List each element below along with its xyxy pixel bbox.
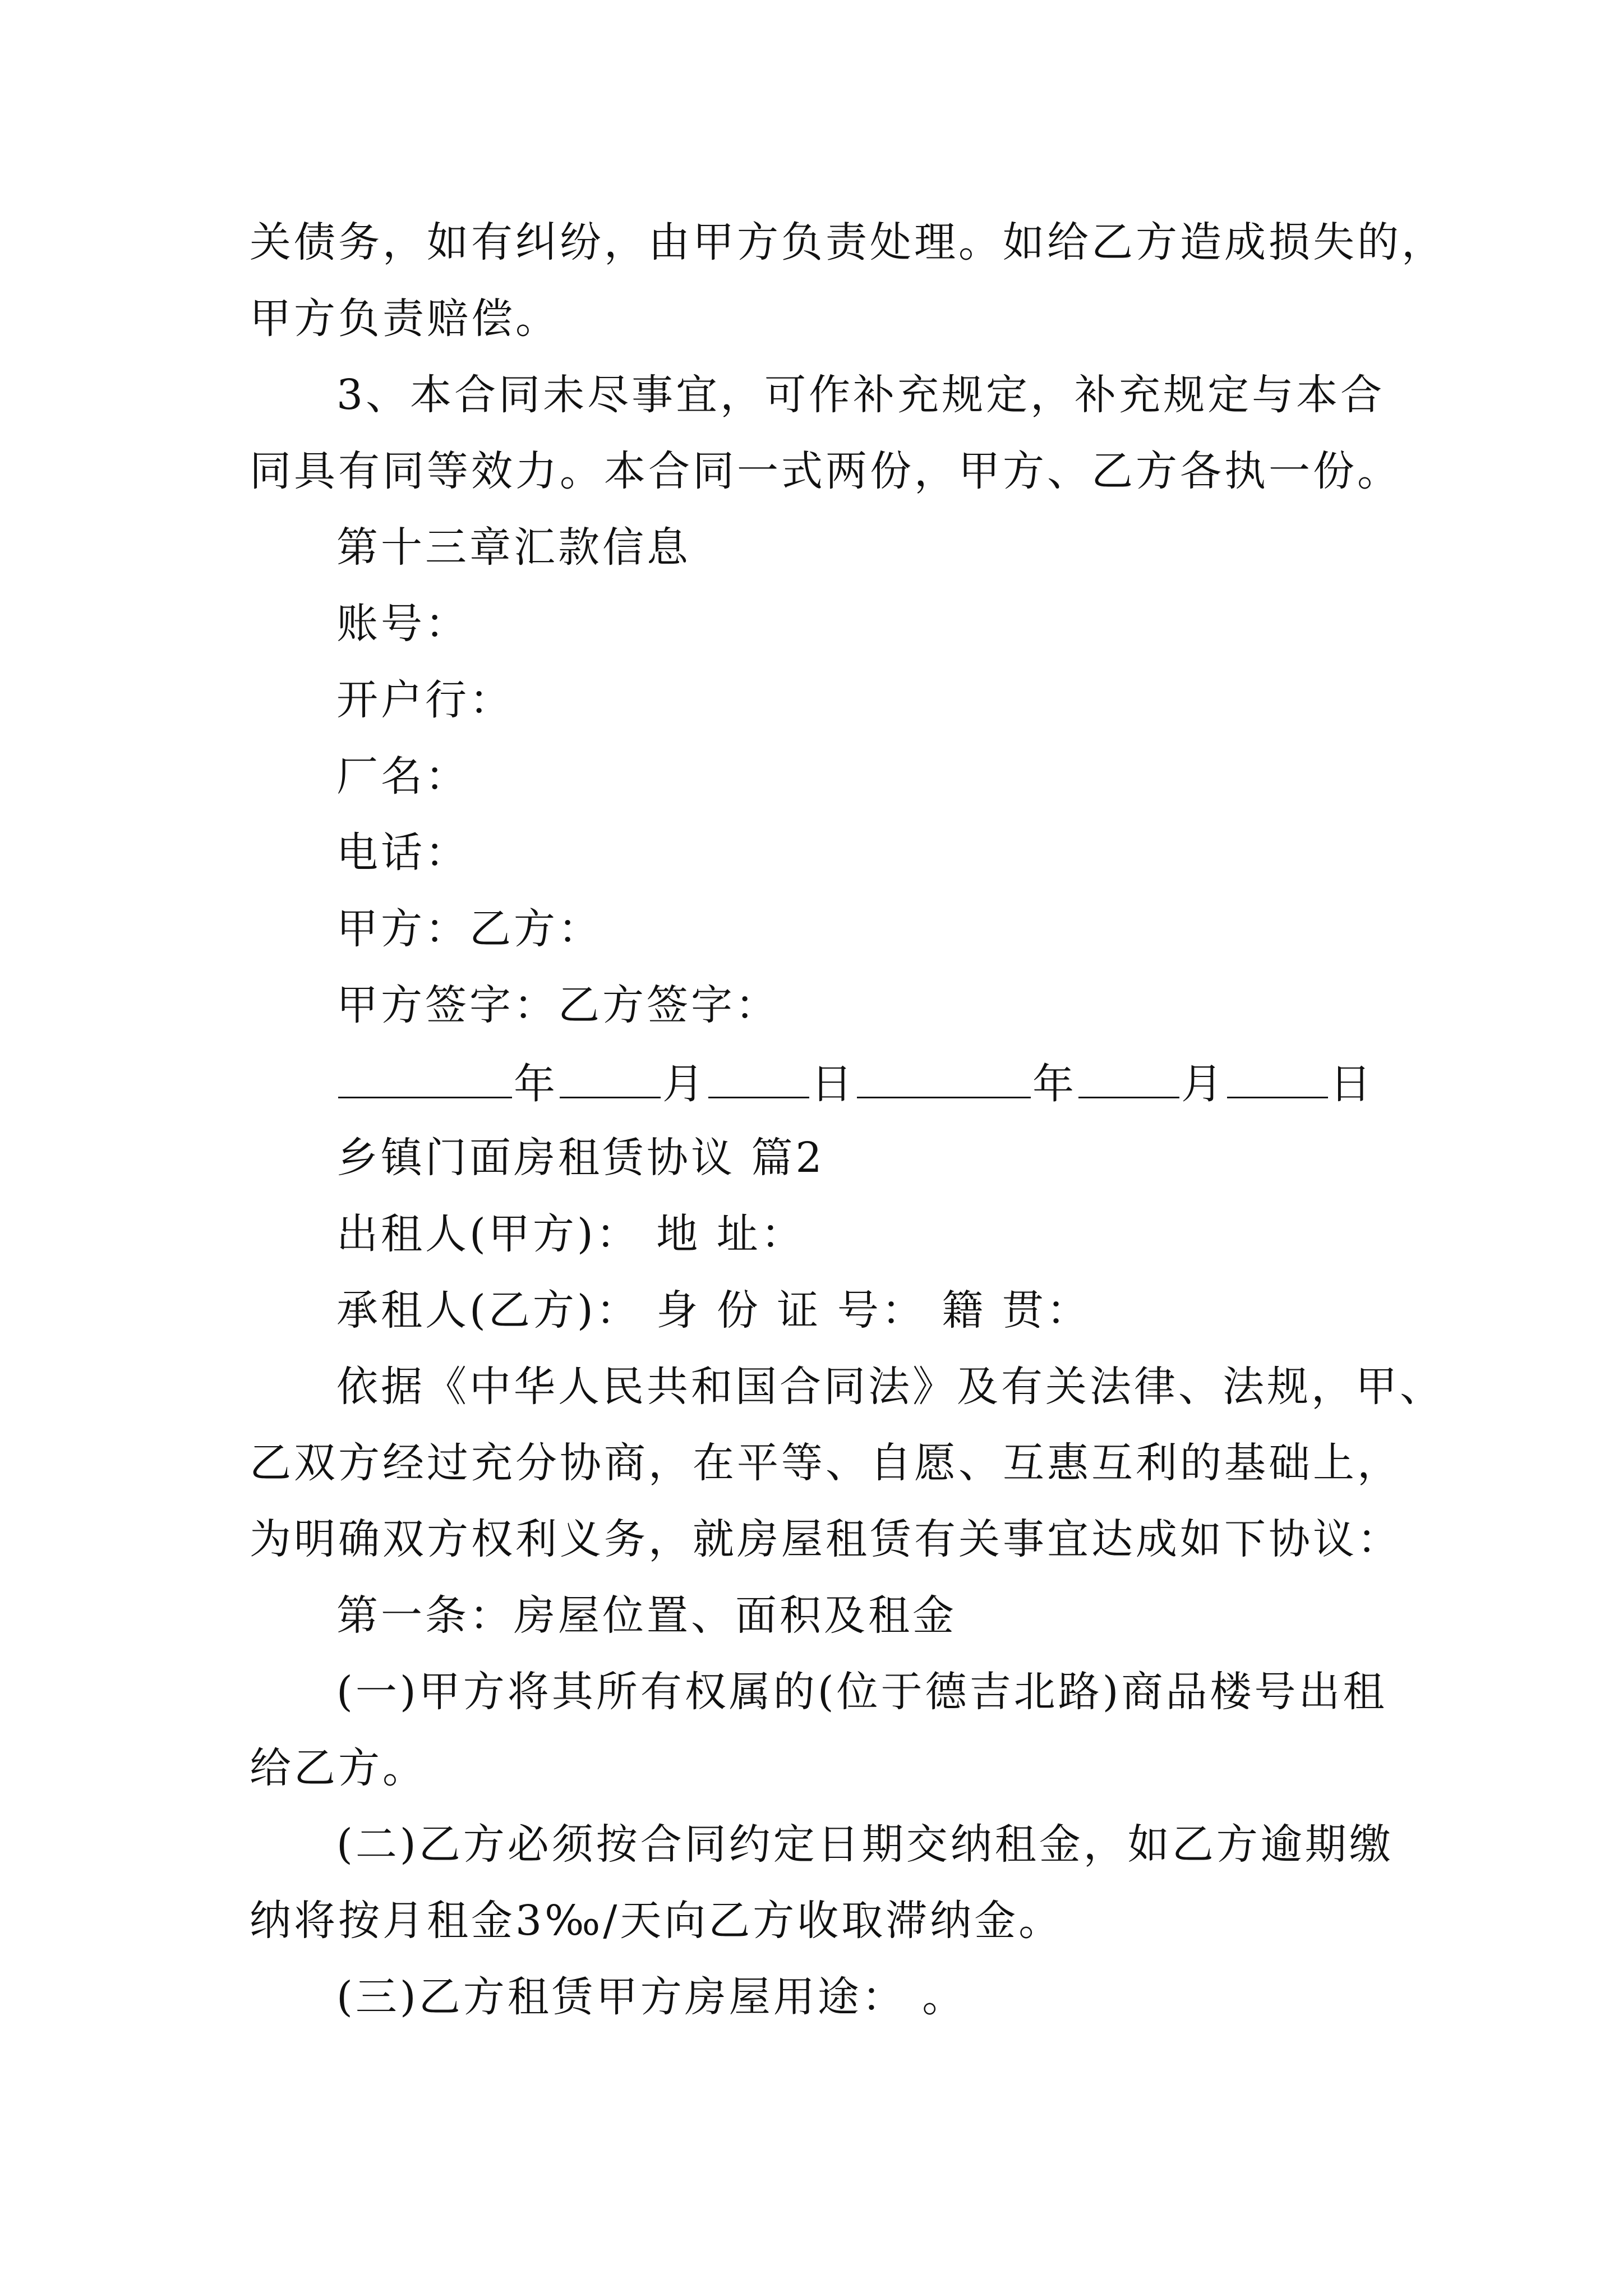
date-blank xyxy=(338,1061,512,1098)
paragraph-line: 给乙方。 xyxy=(250,1744,427,1792)
paragraph-line: 依据《中华人民共和国合同法》及有关法律、法规，甲、 xyxy=(336,1363,1444,1411)
date-blank xyxy=(1227,1061,1328,1098)
phone-label: 电话： xyxy=(336,829,469,877)
paragraph-line: (二)乙方必须按合同约定日期交纳租金，如乙方逾期缴 xyxy=(336,1820,1394,1869)
day-text: 日 xyxy=(811,1060,855,1108)
paragraph-line: 3、本合同未尽事宜，可作补充规定，补充规定与本合 xyxy=(336,371,1385,419)
date-blank xyxy=(1078,1061,1179,1098)
article-heading: 第一条：房屋位置、面积及租金 xyxy=(336,1591,957,1640)
paragraph-line: 关债务，如有纠纷，由甲方负责处理。如给乙方造成损失的， xyxy=(250,218,1446,266)
day-text: 日 xyxy=(1330,1060,1374,1108)
date-line xyxy=(336,1060,1374,1108)
paragraph-line: 纳将按月租金3‰/天向乙方收取滞纳金。 xyxy=(250,1897,1063,1945)
date-blank xyxy=(560,1061,661,1098)
paragraph-line: 乙双方经过充分协商，在平等、自愿、互惠互利的基础上， xyxy=(250,1439,1401,1487)
date-blank xyxy=(857,1061,1031,1098)
paragraph-line: (一)甲方将其所有权属的(位于德吉北路)商品楼号出租 xyxy=(336,1668,1387,1716)
lessor-line: 出租人(甲方)： 地 址： xyxy=(336,1210,805,1258)
year-text: 年 xyxy=(514,1060,558,1108)
year-text: 年 xyxy=(1032,1060,1077,1108)
account-label: 账号： xyxy=(336,600,469,648)
paragraph-line: 甲方负责赔偿。 xyxy=(250,295,560,343)
bank-label: 开户行： xyxy=(336,676,514,724)
paragraph-line: 为明确双方权利义务，就房屋租赁有关事宜达成如下协议： xyxy=(250,1515,1401,1563)
factory-name-label: 厂名： xyxy=(336,752,469,800)
date-blank xyxy=(708,1061,809,1098)
chapter-heading: 第十三章汇款信息 xyxy=(336,523,691,572)
month-text: 月 xyxy=(1181,1060,1225,1108)
parties-label: 甲方：乙方： xyxy=(336,905,602,953)
signature-label: 甲方签字：乙方签字： xyxy=(336,981,780,1029)
paragraph-line: 同具有同等效力。本合同一式两份，甲方、乙方各执一份。 xyxy=(250,447,1401,495)
section-title: 乡镇门面房租赁协议 篇2 xyxy=(336,1134,825,1182)
month-text: 月 xyxy=(662,1060,707,1108)
lessee-line: 承租人(乙方)： 身 份 证 号： 籍 贯： xyxy=(336,1286,1091,1335)
paragraph-line: (三)乙方租赁甲方房屋用途： 。 xyxy=(336,1973,967,2021)
